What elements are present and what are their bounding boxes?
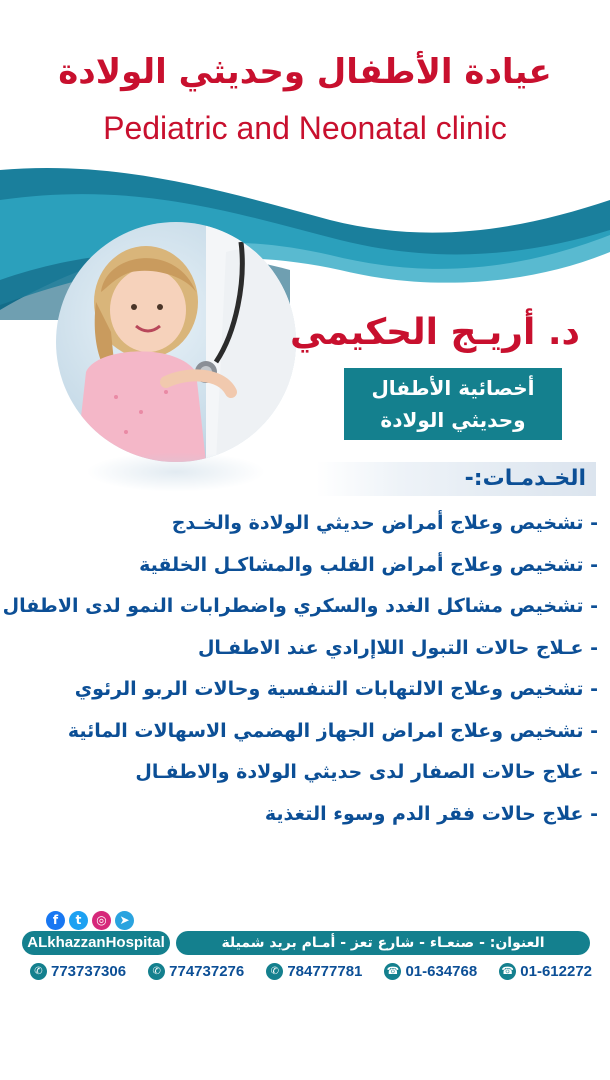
contact-number: 773737306 — [51, 962, 127, 980]
contact-item[interactable] — [384, 963, 477, 980]
contact-number: 01-612272 — [520, 962, 592, 980]
phone-icon: ☎ — [499, 963, 516, 980]
contact-number: 01-634768 — [405, 962, 478, 980]
specialty-line-1: أخصائية الأطفال — [371, 376, 535, 400]
clinic-title-english: Pediatric and Neonatal clinic — [103, 110, 507, 146]
whatsapp-icon: ✆ — [30, 963, 47, 980]
contact-item[interactable] — [266, 963, 362, 980]
child-doctor-photo — [56, 222, 296, 462]
phone-icon: ☎ — [384, 963, 401, 980]
specialty-box — [344, 368, 562, 440]
service-item: - تشخيص وعلاج الالتهابات التنفسية وحالات الربو الرئوي — [74, 678, 598, 700]
facebook-icon[interactable]: f — [46, 911, 65, 930]
service-item: - تشخيص وعلاج أمراض حديثي الولادة والخـدج — [171, 512, 598, 534]
service-item: - تشخيص مشاكل الغدد والسكري واضطرابات النمو لدى الاطفال — [2, 595, 598, 617]
doctor-name: د. أريـج الحكيمي — [289, 312, 580, 353]
contact-item[interactable] — [148, 963, 244, 980]
twitter-icon[interactable]: t — [69, 911, 88, 930]
contact-numbers — [30, 961, 592, 981]
contact-number: 774737276 — [169, 962, 245, 980]
brand-handle[interactable]: ALkhazzanHospital — [22, 931, 170, 955]
services-list — [2, 508, 598, 840]
service-item: - عـلاج حالات التبول اللاإرادي عند الاطفـال — [197, 636, 598, 659]
instagram-icon[interactable]: ◎ — [92, 911, 111, 930]
whatsapp-icon: ✆ — [148, 963, 165, 980]
contact-number: 784777781 — [287, 962, 363, 980]
photo-illustration — [56, 222, 296, 462]
contact-item[interactable] — [499, 963, 592, 980]
photo-reflection — [86, 452, 266, 492]
specialty-line-2: وحديثي الولادة — [380, 408, 526, 432]
contact-item[interactable] — [30, 963, 126, 980]
telegram-icon[interactable]: ➤ — [115, 911, 134, 930]
services-title: الخـدمـات:- — [316, 462, 596, 496]
whatsapp-icon: ✆ — [266, 963, 283, 980]
address-bar: العنوان: - صنعـاء - شارع تعز - أمـام بريد شميلة — [176, 931, 590, 955]
service-item: - علاج حالات فقر الدم وسوء التغذية — [264, 802, 598, 825]
service-item: - علاج حالات الصفار لدى حديثي الولادة والاطفـال — [135, 761, 598, 783]
service-item: - تشخيص وعلاج امراض الجهاز الهضمي الاسهالات المائية — [67, 719, 598, 742]
clinic-title-arabic: عيادة الأطفال وحديثي الولادة — [58, 52, 552, 92]
service-item: - تشخيص وعلاج أمراض القلب والمشاكـل الخلقية — [139, 553, 598, 576]
social-icons — [46, 911, 134, 930]
